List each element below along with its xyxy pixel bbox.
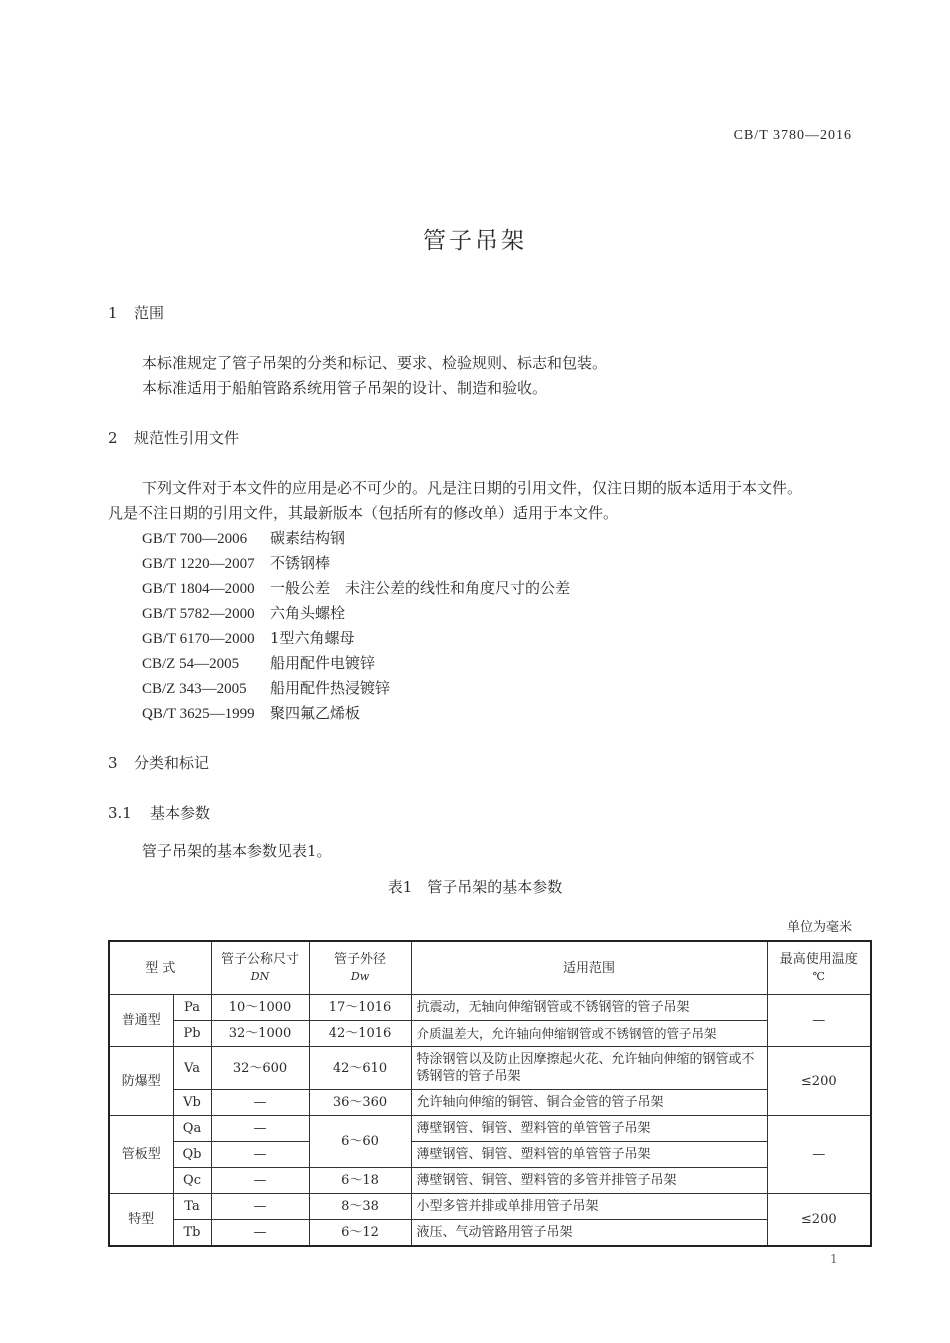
table-row	[109, 1142, 871, 1168]
code-cell: Pa	[173, 995, 211, 1021]
table-row	[109, 995, 871, 1021]
reference-item	[142, 527, 345, 548]
section-title: 规范性引用文件	[134, 429, 240, 447]
table-header-row	[109, 941, 871, 995]
dw-cell: 42～1016	[309, 1021, 411, 1047]
dw-cell: 36～360	[309, 1090, 411, 1116]
paragraph: 本标准规定了管子吊架的分类和标记、要求、检验规则、标志和包装。	[142, 354, 608, 372]
header-range: 适用范围	[411, 941, 767, 995]
dw-cell: 6～18	[309, 1168, 411, 1194]
table-row	[109, 1220, 871, 1247]
code-cell: Qc	[173, 1168, 211, 1194]
reference-item	[142, 602, 345, 623]
document-title: 管子吊架	[423, 228, 527, 254]
dw-cell: 6～12	[309, 1220, 411, 1247]
temp-cell: ≤200	[767, 1194, 871, 1247]
reference-code: GB/T 5782—2000	[142, 606, 255, 622]
section-3-1-heading	[108, 802, 210, 823]
dw-cell: 42～610	[309, 1047, 411, 1090]
dw-cell: 17～1016	[309, 995, 411, 1021]
range-cell: 特涂钢管以及防止因摩擦起火花、允许轴向伸缩的钢管或不锈钢管的管子吊架	[411, 1047, 767, 1090]
range-cell: 抗震动，无轴向伸缩钢管或不锈钢管的管子吊架	[411, 995, 767, 1021]
code-cell: Qb	[173, 1142, 211, 1168]
dn-cell: —	[211, 1220, 309, 1247]
reference-code: QB/T 3625—1999	[142, 706, 255, 722]
range-cell: 薄壁钢管、铜管、塑料管的单管管子吊架	[411, 1142, 767, 1168]
reference-name: 船用配件热浸镀锌	[270, 679, 391, 697]
section-1-heading	[108, 302, 164, 323]
range-cell: 介质温差大，允许轴向伸缩钢管或不锈钢管的管子吊架	[411, 1021, 767, 1047]
dw-cell: 6～60	[309, 1116, 411, 1168]
reference-name: 1型六角螺母	[270, 629, 355, 647]
section-title: 基本参数	[150, 804, 211, 822]
header-dw-label: 管子外径	[334, 952, 387, 967]
reference-code: GB/T 1804—2000	[142, 581, 255, 597]
temp-cell: —	[767, 1116, 871, 1194]
header-temp-unit: ℃	[812, 970, 825, 983]
range-cell: 液压、气动管路用管子吊架	[411, 1220, 767, 1247]
group-cell: 特型	[109, 1194, 173, 1247]
header-dw	[309, 941, 411, 995]
reference-name: 聚四氟乙烯板	[270, 704, 361, 722]
header-temp	[767, 941, 871, 995]
reference-code: GB/T 1220—2007	[142, 556, 255, 572]
dn-cell: 32～1000	[211, 1021, 309, 1047]
code-cell: Va	[173, 1047, 211, 1090]
reference-name: 一般公差 未注公差的线性和角度尺寸的公差	[270, 579, 571, 597]
table-row	[109, 1168, 871, 1194]
code-cell: Ta	[173, 1194, 211, 1220]
dn-cell: —	[211, 1142, 309, 1168]
temp-cell: —	[767, 995, 871, 1047]
reference-code: CB/Z 54—2005	[142, 656, 240, 672]
parameters-table	[108, 940, 872, 1247]
code-cell: Vb	[173, 1090, 211, 1116]
section-2-heading	[108, 427, 239, 448]
table-caption: 表1 管子吊架的基本参数	[387, 878, 563, 896]
reference-item	[142, 552, 330, 573]
reference-item	[142, 652, 375, 673]
reference-name: 不锈钢棒	[270, 554, 331, 572]
paragraph: 本标准适用于船舶管路系统用管子吊架的设计、制造和验收。	[142, 379, 548, 397]
range-cell: 小型多管并排或单排用管子吊架	[411, 1194, 767, 1220]
table-row	[109, 1021, 871, 1047]
standard-number: CB/T 3780—2016	[733, 128, 852, 143]
reference-item	[142, 677, 390, 698]
header-type: 型 式	[109, 941, 211, 995]
section-number: 1	[108, 304, 118, 322]
section-title: 分类和标记	[134, 754, 210, 772]
paragraph: 管子吊架的基本参数见表1。	[142, 842, 332, 860]
header-dw-symbol: Dw	[350, 970, 370, 983]
temp-cell: ≤200	[767, 1047, 871, 1116]
reference-code: CB/Z 343—2005	[142, 681, 247, 697]
section-3-heading	[108, 752, 209, 773]
table-row	[109, 1116, 871, 1142]
range-cell: 薄壁钢管、铜管、塑料管的多管并排管子吊架	[411, 1168, 767, 1194]
section-number: 2	[108, 429, 118, 447]
header-dn	[211, 941, 309, 995]
reference-item	[142, 577, 570, 598]
group-cell: 普通型	[109, 995, 173, 1047]
dn-cell: —	[211, 1194, 309, 1220]
table-unit: 单位为毫米	[786, 920, 852, 935]
header-dn-label: 管子公称尺寸	[221, 952, 300, 967]
section-number: 3.1	[108, 804, 132, 822]
group-cell: 防爆型	[109, 1047, 173, 1116]
reference-code: GB/T 6170—2000	[142, 631, 255, 647]
dn-cell: —	[211, 1090, 309, 1116]
dn-cell: —	[211, 1116, 309, 1142]
group-cell: 管板型	[109, 1116, 173, 1194]
code-cell: Tb	[173, 1220, 211, 1247]
reference-code: GB/T 700—2006	[142, 531, 248, 547]
section-title: 范围	[134, 304, 165, 322]
paragraph: 下列文件对于本文件的应用是必不可少的。凡是注日期的引用文件，仅注日期的版本适用于本文件。	[142, 479, 803, 497]
code-cell: Pb	[173, 1021, 211, 1047]
dn-cell: 10～1000	[211, 995, 309, 1021]
reference-name: 六角头螺栓	[270, 604, 346, 622]
range-cell: 允许轴向伸缩的铜管、铜合金管的管子吊架	[411, 1090, 767, 1116]
reference-item	[142, 627, 355, 648]
header-dn-symbol: DN	[250, 970, 270, 983]
reference-item	[142, 702, 360, 723]
reference-name: 碳素结构钢	[270, 529, 346, 547]
dw-cell: 8～38	[309, 1194, 411, 1220]
section-number: 3	[108, 754, 118, 772]
table-row	[109, 1194, 871, 1220]
reference-name: 船用配件电镀锌	[270, 654, 376, 672]
header-temp-label: 最高使用温度	[779, 952, 858, 967]
paragraph: 凡是不注日期的引用文件，其最新版本（包括所有的修改单）适用于本文件。	[108, 504, 619, 522]
page-number: 1	[830, 1252, 838, 1266]
dn-cell: —	[211, 1168, 309, 1194]
code-cell: Qa	[173, 1116, 211, 1142]
table-row	[109, 1090, 871, 1116]
range-cell: 薄壁钢管、铜管、塑料管的单管管子吊架	[411, 1116, 767, 1142]
table-row	[109, 1047, 871, 1090]
dn-cell: 32～600	[211, 1047, 309, 1090]
